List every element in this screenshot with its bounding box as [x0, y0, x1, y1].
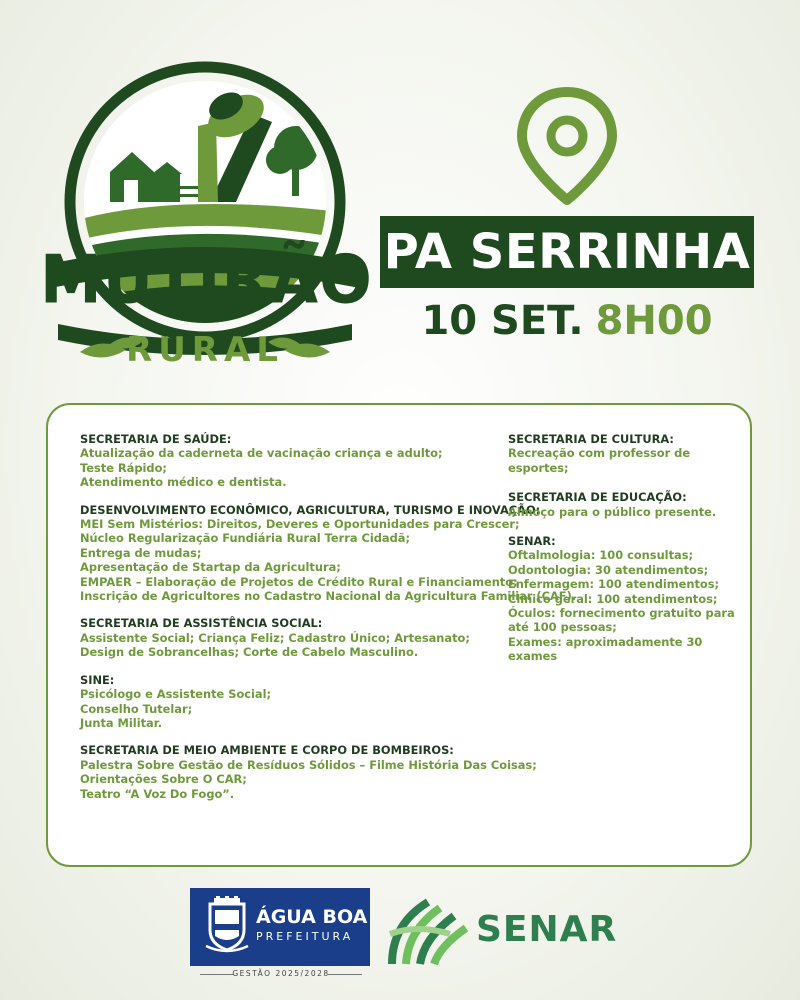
section-senar — [508, 534, 748, 664]
section-item: Inscrição de Agricultores no Cadastro Nacional da Agricultura Familiar (CAF). — [80, 589, 577, 604]
section-item: Almoço para o público presente. — [508, 504, 717, 519]
map-pin-icon — [514, 86, 620, 206]
section-item: Entrega de mudas; — [80, 545, 202, 560]
section-title: SECRETARIA DE SAÚDE: — [80, 432, 232, 446]
section-title: SECRETARIA DE EDUCAÇÃO: — [508, 490, 687, 505]
section-item: Odontologia: 30 atendimentos; — [508, 562, 709, 577]
event-time: 8H00 — [595, 298, 713, 344]
section-item: MEI Sem Mistérios: Direitos, Deveres e Oportunidades para Crescer; — [80, 517, 520, 532]
location-place: PA SERRINHA — [380, 216, 754, 288]
location-datetime — [380, 292, 754, 350]
section-item: Recreação com professor de esportes; — [508, 446, 691, 475]
section-item: Núcleo Regularização Fundiária Rural Terra Cidadã; — [80, 531, 411, 546]
section-meio-ambiente — [80, 743, 537, 801]
section-item: Exames: aproximadamente 30 exames — [508, 634, 703, 664]
city-name: ÁGUA BOA — [256, 906, 368, 928]
section-item: Palestra Sobre Gestão de Resíduos Sólidos – Filme História Das Coisas; — [80, 757, 537, 772]
city-subtitle: PREFEITURA — [256, 930, 354, 943]
section-title: DESENVOLVIMENTO ECONÔMICO, AGRICULTURA, TURISMO E INOVAÇÃO: — [80, 502, 541, 517]
section-item: Psicólogo e Assistente Social; — [80, 687, 272, 702]
section-cultura — [508, 432, 748, 475]
services-right-column — [508, 432, 748, 679]
section-item: Design de Sobrancelhas; Corte de Cabelo Masculino. — [80, 645, 419, 660]
section-item: Junta Militar. — [80, 715, 163, 730]
section-sine — [80, 673, 510, 731]
section-item: Apresentação de Startap da Agricultura; — [80, 560, 341, 575]
section-saude — [80, 432, 510, 490]
section-item: Oftalmologia: 100 consultas; — [508, 548, 694, 563]
section-item: Conselho Tutelar; — [80, 701, 193, 716]
section-title: SECRETARIA DE CULTURA: — [508, 432, 674, 446]
senar-name: SENAR — [476, 909, 618, 950]
section-item: Enfermagem: 100 atendimentos; — [508, 577, 720, 592]
section-title: SENAR: — [508, 534, 556, 549]
administration-period: GESTÃO 2025/2028 — [232, 969, 330, 978]
section-item: Orientações Sobre O CAR; — [80, 772, 247, 787]
event-date: 10 SET. — [421, 298, 584, 344]
section-item: Atualização da caderneta de vacinação criança e adulto; — [80, 446, 443, 461]
section-item: Assistente Social; Criança Feliz; Cadastro Único; Artesanato; — [80, 630, 470, 645]
section-item: EMPAER – Elaboração de Projetos de Crédito Rural e Financiamento; — [80, 574, 518, 589]
section-assistencia-social — [80, 616, 510, 659]
section-item: Atendimento médico e dentista. — [80, 475, 287, 490]
senar-logo-icon — [388, 894, 468, 966]
logo-subtitle: RURAL — [126, 330, 284, 370]
section-title: SECRETARIA DE MEIO AMBIENTE E CORPO DE BOMBEIROS: — [80, 743, 454, 758]
section-item: Teatro “A Voz Do Fogo”. — [80, 786, 235, 801]
section-title: SINE: — [80, 672, 115, 687]
section-item: Clínico geral: 100 atendimentos; — [508, 591, 718, 606]
logo-title: MUTIRÃO — [40, 240, 373, 319]
section-title: SECRETARIA DE ASSISTÊNCIA SOCIAL: — [80, 616, 323, 631]
section-item: Óculos: fornecimento gratuito para até 100 pessoas; — [508, 606, 735, 635]
section-educacao — [508, 490, 748, 519]
city-crest-icon — [204, 896, 250, 954]
section-item: Teste Rápido; — [80, 460, 167, 475]
